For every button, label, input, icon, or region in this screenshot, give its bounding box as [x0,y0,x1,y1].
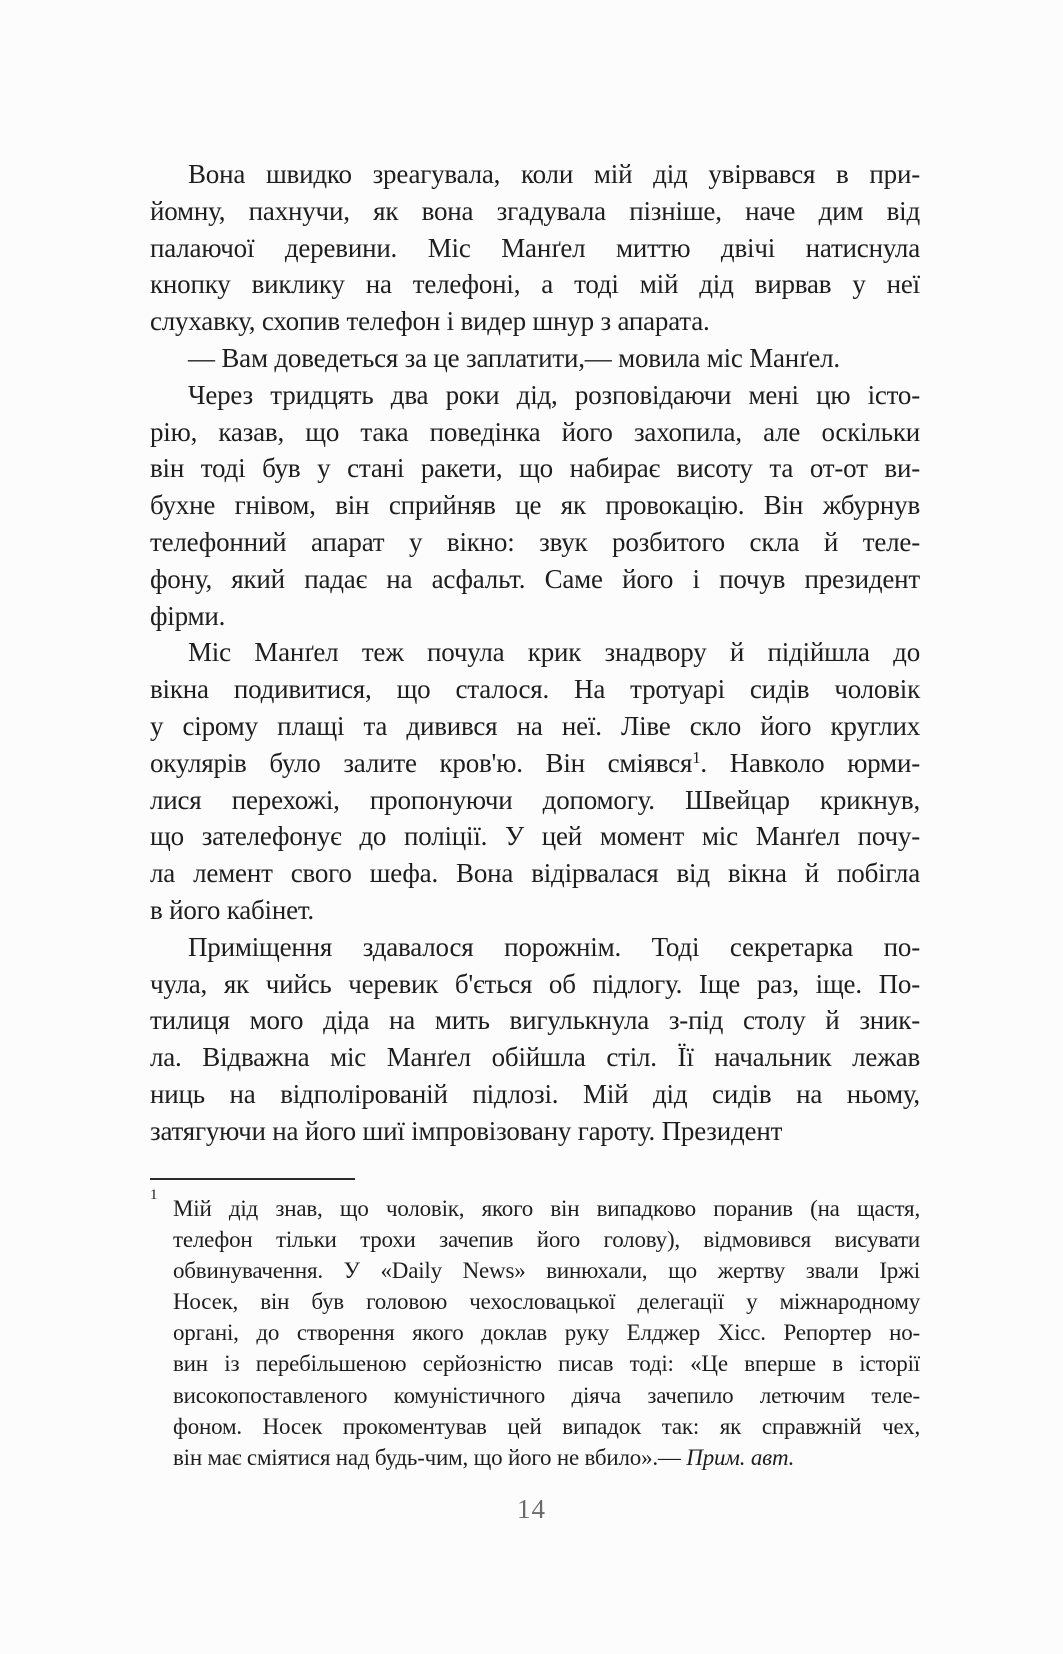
text-line: телефонний апарат у вікно: звук розбитого скла й теле- [150,526,920,557]
text-line: ла лемент свого шефа. Вона відірвалася від вікна й побігла [150,858,920,889]
text-line: у сірому плащі та дивився на неї. Ліве скло його круглих [150,710,920,741]
text-line: фону, який падає на асфальт. Саме його і почув президент [150,563,920,594]
footnote-line: він має сміятися над будь-чим, що його не вбило».— Прим. авт. [173,1445,795,1471]
text-line: чула, як чийсь черевик б'ється об підлогу. Іще раз, іще. По- [150,968,920,999]
footnote-divider [150,1178,355,1180]
text-line: Приміщення здавалося порожнім. Тоді секретарка по- [188,931,920,962]
text-line: бухне гнівом, він сприйняв це як провокацію. Він жбурнув [150,490,920,521]
text-line: Міс Манґел теж почула крик знадвору й підійшла до [188,637,920,668]
text-line: фірми. [150,600,226,631]
text-line: вікна подивитися, що сталося. На тротуарі сидів чоловік [150,674,920,705]
page-body [150,156,920,1150]
text-line: він тоді був у стані ракети, що набирає висоту та от-от ви- [150,453,920,484]
text-line: рію, казав, що така поведінка його захопила, але оскільки [150,416,920,447]
text-line: в його кабінет. [150,894,314,925]
text-line: затягуючи на його шиї імпровізовану гароту. Президент [150,1115,783,1146]
footnote-line: телефон тільки трохи зачепив його голову), відмовився висувати [173,1226,920,1252]
text-line: Вона швидко зреагувала, коли мій дід увірвався в при- [188,159,920,189]
footnote-line: обвинувачення. У «Daily News» винюхали, що жертву звали Іржі [173,1257,920,1283]
footnote-body [173,1193,920,1474]
text-line: що зателефонує до поліції. У цей момент міс Манґел почу- [150,821,920,852]
text-line: ла. Відважна міс Манґел обійшла стіл. Її начальник лежав [150,1042,920,1073]
text-block [150,156,920,1473]
text-line: ниць на відполірованій підлозі. Мій дід сидів на ньому, [150,1078,920,1109]
text-line: тилиця мого діда на мить вигулькнула з-під столу й зник- [150,1005,920,1036]
text-line: лися перехожі, пропонуючи допомогу. Швейцар крикнув, [150,784,920,815]
page-number: 14 [517,1494,546,1524]
text-line: кнопку виклику на телефоні, а тоді мій дід вирвав у неї [150,269,920,300]
footnote-line: Носек, він був головою чехословацької делегації у міжнародному [173,1289,920,1315]
text-line: окулярів було залите кров'ю. Він сміявся$^1$. Навколо юрми- [150,747,920,778]
footnote-line: вин із перебільшеною серйозністю писав тоді: «Це вперше в історії [173,1351,920,1377]
text-line: Через тридцять два роки дід, розповідаючи мені цю істо- [188,379,920,410]
footnote-line: фоном. Носек прокоментував цей випадок так: як справжній чех, [173,1413,920,1439]
footnote-ref: 1 [692,747,701,767]
footnote-line: високопоставленого комуністичного діяча зачепило летючим теле- [173,1382,920,1408]
text-line: йомну, пахнучи, як вона згадувала пізніше, наче дим від [150,195,920,226]
text-line: — Вам доведеться за це заплатити,— мовила міс Манґел. [188,342,840,373]
footnote-marker: 1 [150,1186,158,1203]
footnote-line: Мій дід знав, що чоловік, якого він випадково поранив (на щастя, [173,1195,920,1221]
text-line: слухавку, схопив телефон і видер шнур з апарата. [150,306,710,337]
footnote-line: органі, до створення якого доклав руку Елджер Хісс. Репортер но- [173,1320,920,1346]
text-line: палаючої деревини. Міс Манґел миттю двічі натиснула [150,232,920,263]
footnote [150,1186,920,1474]
